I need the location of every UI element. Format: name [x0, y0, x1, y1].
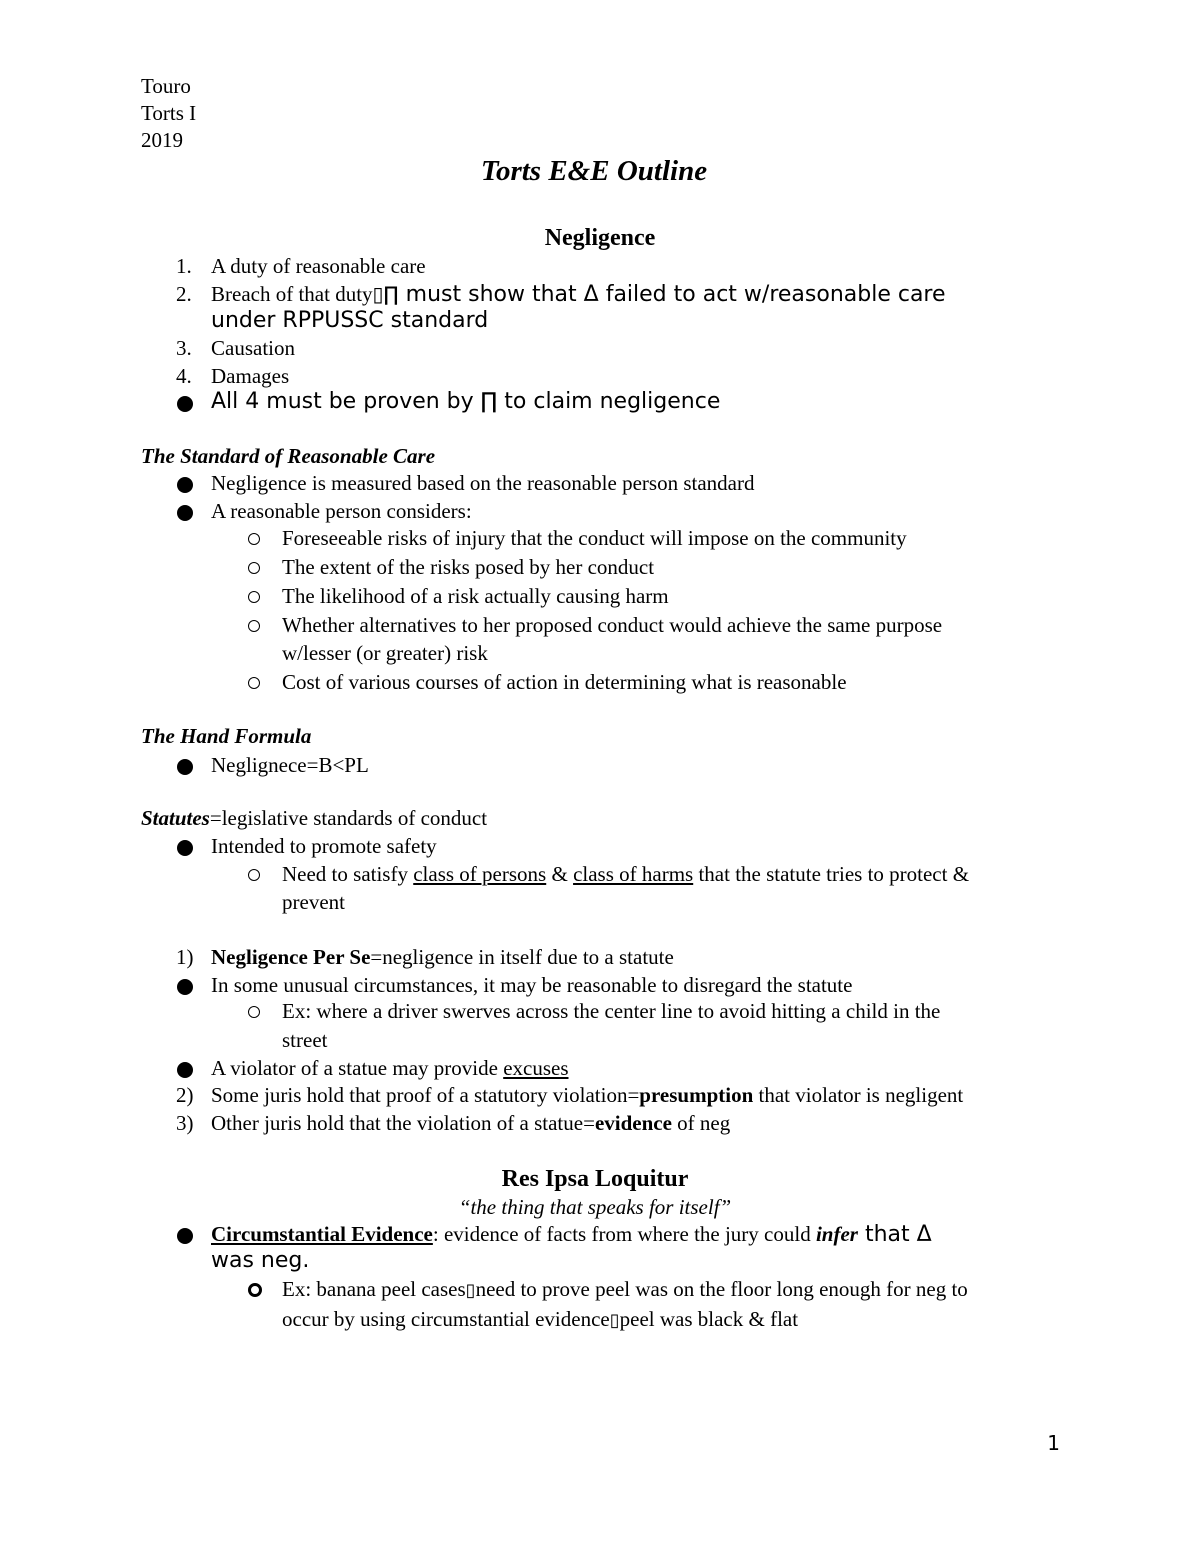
- header-course: Torts I: [141, 101, 197, 125]
- text-run: occur by using circumstantial evidence: [282, 1307, 610, 1331]
- bold-term: presumption: [639, 1083, 754, 1107]
- list-item-text: must show that Δ failed to act w/reasonable care: [398, 282, 946, 307]
- text-run: Some juris hold that proof of a statutory violation=: [211, 1083, 640, 1107]
- list-item: A reasonable person considers:: [211, 499, 472, 523]
- list-item: Causation: [211, 336, 295, 360]
- list-item: [211, 1081, 963, 1109]
- list-number: 1): [176, 945, 194, 969]
- text-run: that violator is negligent: [753, 1083, 964, 1107]
- text-run: peel was black & flat: [619, 1307, 799, 1331]
- bullet-icon: [177, 759, 193, 775]
- header-school: Touro: [141, 74, 191, 98]
- sub-bullet-icon: [248, 677, 260, 689]
- sub-bullet-icon: [248, 620, 260, 632]
- sub-bullet-icon: [248, 1283, 262, 1297]
- list-number: 3.: [176, 336, 192, 360]
- text-run: Other juris hold that the violation of a statue=: [211, 1111, 595, 1135]
- missing-glyph-icon: ▯: [609, 1310, 620, 1331]
- statutes-definition: =legislative standards of conduct: [209, 806, 488, 830]
- sub-bullet-icon: [248, 533, 260, 545]
- text-run: : evidence of facts from where the jury could: [432, 1222, 816, 1246]
- header-year: 2019: [141, 128, 183, 152]
- underlined-term: class of harms: [573, 862, 694, 886]
- bullet-icon: [177, 979, 193, 995]
- bullet-icon: [177, 1062, 193, 1078]
- list-item: Intended to promote safety: [211, 834, 437, 858]
- sub-list-item-continuation: w/lesser (or greater) risk: [282, 641, 488, 665]
- underlined-term: excuses: [503, 1056, 569, 1080]
- sub-bullet-icon: [248, 869, 260, 881]
- sub-list-item: Ex: where a driver swerves across the center line to avoid hitting a child in the: [282, 999, 941, 1023]
- list-number: 3): [176, 1111, 194, 1135]
- sub-list-item-continuation: [282, 1305, 798, 1335]
- sub-list-item: Cost of various courses of action in determining what is reasonable: [282, 670, 847, 694]
- list-item-continuation: was neg.: [211, 1248, 310, 1273]
- res-ipsa-heading: Res Ipsa Loquitur: [501, 1166, 689, 1192]
- negligence-heading: Negligence: [544, 225, 656, 251]
- missing-glyph-icon: ▯∏: [372, 282, 399, 306]
- statutes-heading: [141, 804, 487, 832]
- underlined-term: Circumstantial Evidence: [211, 1222, 433, 1246]
- sub-bullet-icon: [248, 562, 260, 574]
- text-run: &: [546, 862, 574, 886]
- statutes-term: Statutes: [141, 806, 210, 830]
- text-run: Need to satisfy: [282, 862, 414, 886]
- sub-list-item: Whether alternatives to her proposed conduct would achieve the same purpose: [282, 613, 943, 637]
- list-number: 1.: [176, 254, 192, 278]
- list-item-text: Breach of that duty: [211, 282, 373, 306]
- list-number: 4.: [176, 364, 192, 388]
- section-heading: The Standard of Reasonable Care: [141, 444, 436, 468]
- section-heading: The Hand Formula: [141, 724, 312, 748]
- list-item-continuation: under RPPUSSC standard: [211, 308, 489, 333]
- sub-list-item: Foreseeable risks of injury that the conduct will impose on the community: [282, 526, 907, 550]
- text-run: need to prove peel was on the floor long enough for neg to: [475, 1277, 968, 1301]
- bold-italic-term: infer: [815, 1222, 858, 1246]
- text-run: of neg: [671, 1111, 731, 1135]
- sub-list-item: [282, 860, 969, 888]
- list-item: Neglignece=B<PL: [211, 753, 369, 777]
- list-item: [211, 1054, 569, 1082]
- page-number: 1: [1047, 1431, 1060, 1455]
- bullet-icon: [177, 477, 193, 493]
- list-item: Damages: [211, 364, 290, 388]
- bold-term: evidence: [594, 1111, 672, 1135]
- sub-list-item: The likelihood of a risk actually causing harm: [282, 584, 669, 608]
- list-item: A duty of reasonable care: [211, 254, 426, 278]
- text-run: that the statute tries to protect &: [693, 862, 970, 886]
- bullet-icon: [177, 1228, 193, 1244]
- bullet-icon: [177, 505, 193, 521]
- text-run: that Δ: [857, 1222, 932, 1247]
- list-item: [211, 280, 946, 309]
- bold-term: Negligence Per Se: [211, 945, 371, 969]
- document-title: Torts E&E Outline: [480, 155, 708, 187]
- missing-glyph-icon: ▯: [465, 1280, 476, 1301]
- list-item: In some unusual circumstances, it may be reasonable to disregard the statute: [211, 973, 853, 997]
- list-number: 2): [176, 1083, 194, 1107]
- sub-bullet-icon: [248, 591, 260, 603]
- list-item: Negligence is measured based on the reasonable person standard: [211, 471, 755, 495]
- text-run: =negligence in itself due to a statute: [370, 945, 674, 969]
- sub-list-item: The extent of the risks posed by her conduct: [282, 555, 655, 579]
- sub-list-item-continuation: street: [282, 1028, 328, 1052]
- bullet-icon: [177, 396, 193, 412]
- list-item: All 4 must be proven by ∏ to claim negligence: [211, 389, 721, 414]
- text-run: A violator of a statue may provide: [211, 1056, 504, 1080]
- sub-bullet-icon: [248, 1006, 260, 1018]
- bullet-icon: [177, 840, 193, 856]
- list-item: [211, 1109, 730, 1137]
- list-item: [211, 943, 674, 971]
- text-run: Ex: banana peel cases: [282, 1277, 466, 1301]
- underlined-term: class of persons: [413, 862, 547, 886]
- sub-list-item-continuation: prevent: [282, 890, 345, 914]
- res-ipsa-subtitle: “the thing that speaks for itself”: [458, 1195, 732, 1219]
- sub-list-item: [282, 1275, 968, 1305]
- list-number: 2.: [176, 282, 192, 306]
- list-item: [211, 1220, 932, 1249]
